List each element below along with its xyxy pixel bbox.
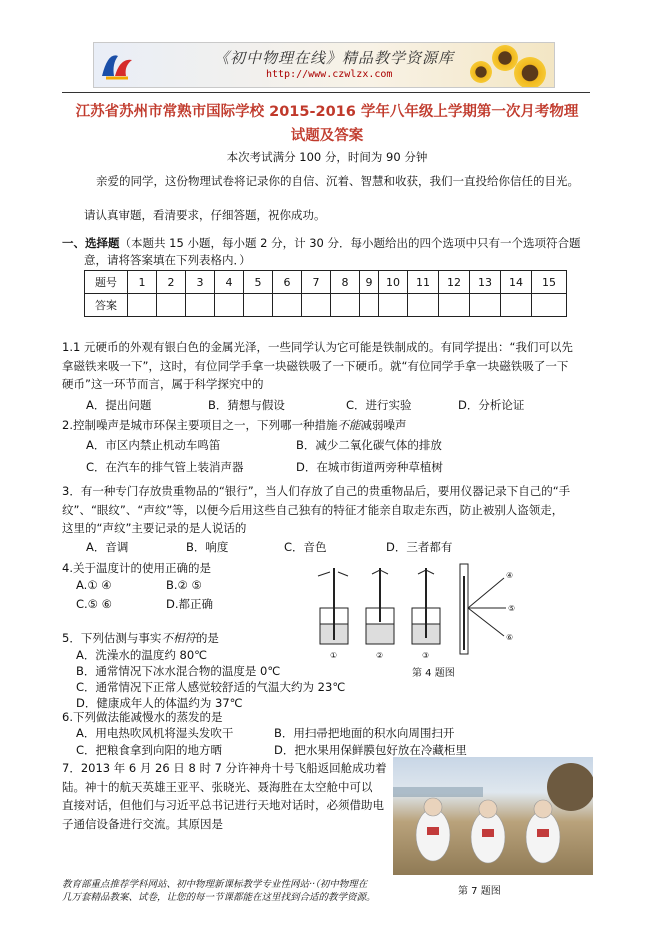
- figure-label: ①: [330, 651, 338, 660]
- option-b[interactable]: B.② ⑤: [166, 578, 202, 592]
- table-cell: 3: [186, 271, 215, 294]
- instruction-text: 请认真审题，看清要求，仔细答题，祝你成功。: [84, 208, 326, 222]
- table-cell: 14: [501, 271, 532, 294]
- question-5: 5．下列估测与事实不相符的是: [62, 631, 219, 645]
- question-4: 4.关于温度计的使用正确的是: [62, 561, 211, 575]
- option-a[interactable]: A．音调: [86, 540, 129, 554]
- sunflower-icon: [514, 57, 546, 88]
- answer-cell[interactable]: [273, 294, 302, 317]
- answer-cell[interactable]: [360, 294, 379, 317]
- answer-cell[interactable]: [302, 294, 331, 317]
- table-cell: 1: [128, 271, 157, 294]
- answer-cell[interactable]: [439, 294, 470, 317]
- table-cell: 2: [157, 271, 186, 294]
- greeting-text: 亲爱的同学，这份物理试卷将记录你的自信、沉着、智慧和收获，我们一直投给你信任的目光。: [96, 174, 579, 188]
- table-cell: 8: [331, 271, 360, 294]
- table-cell: 6: [273, 271, 302, 294]
- figure-label: ⑤: [508, 604, 516, 613]
- figure-label: ②: [376, 651, 384, 660]
- table-cell: 12: [439, 271, 470, 294]
- answer-cell[interactable]: [215, 294, 244, 317]
- figure-label: ③: [422, 651, 430, 660]
- table-cell: 5: [244, 271, 273, 294]
- answer-cell[interactable]: [331, 294, 360, 317]
- table-row-label: 答案: [85, 294, 128, 317]
- option-a[interactable]: A．市区内禁止机动车鸣笛: [86, 438, 221, 452]
- figure-7-caption: 第 7 题图: [458, 886, 501, 897]
- exam-info: 本次考试满分 100 分，时间为 90 分钟: [226, 150, 428, 164]
- option-c[interactable]: C．把粮食拿到向阳的地方晒: [76, 743, 223, 757]
- option-d[interactable]: D．在城市街道两旁种草植树: [296, 460, 443, 474]
- answer-cell[interactable]: [501, 294, 532, 317]
- question-1: 1.1 元硬币的外观有银白色的金属光泽，一些同学认为它可能是铁制成的。有同学提出：“我们可以先 拿磁铁来吸一下”，这时，有位同学手拿一块磁铁吸了一下硬币。就“有位同学手拿一块磁铁吸了一下 硬币”这一环节而言，属于科学探究中的: [62, 340, 573, 391]
- option-a[interactable]: A．洗澡水的温度约 80℃: [76, 648, 208, 662]
- page-footer: 教育部重点推荐学科网站、初中物理新课标教学专业性网站··（初中物理在 几万套精品教案、试卷，让您的每一节课都能在这里找到合适的教学资源。: [62, 879, 376, 903]
- answer-cell[interactable]: [186, 294, 215, 317]
- table-cell: 11: [408, 271, 439, 294]
- figure-label: ④: [506, 571, 514, 580]
- question-6: 6.下列做法能减慢水的蒸发的是: [62, 710, 223, 724]
- banner-url[interactable]: http://www.czwlzx.com: [266, 69, 393, 80]
- thermometer-figure: [300, 556, 518, 664]
- figure-4-caption: 第 4 题图: [412, 668, 455, 679]
- answer-cell[interactable]: [379, 294, 408, 317]
- option-a[interactable]: A．用电热吹风机将湿头发吹干: [76, 726, 234, 740]
- site-logo-icon: [98, 46, 136, 84]
- answer-cell[interactable]: [470, 294, 501, 317]
- page-title: 江苏省苏州市常熟市国际学校 2015-2016 学年八年级上学期第一次月考物理 试题及答案: [75, 104, 579, 144]
- section-heading: 一、选择题（本题共 15 小题，每小题 2 分，计 30 分．每小题给出的四个选项中只有一个选项符合题: [62, 236, 581, 250]
- astronaut-photo: [393, 757, 593, 875]
- banner-title: 《初中物理在线》精品教学资源库: [214, 49, 455, 67]
- table-cell: 10: [379, 271, 408, 294]
- option-b[interactable]: B．响度: [186, 540, 229, 554]
- option-b[interactable]: B．通常情况下冰水混合物的温度是 0℃: [76, 664, 281, 678]
- option-b[interactable]: B．减少二氧化碳气体的排放: [296, 438, 442, 452]
- option-c[interactable]: C.⑤ ⑥: [76, 597, 112, 611]
- table-cell: 15: [532, 271, 567, 294]
- sunflower-icon: [470, 61, 492, 83]
- header-divider: [62, 92, 590, 93]
- question-3: 3．有一种专门存放贵重物品的“银行”，当人们存放了自己的贵重物品后，要用仪器记录下自己的“手 纹”、“眼纹”、“声纹”等，以便今后用这些自己独有的特征才能亲自取走东西，防止被别人盗领走， 这里的“声纹”主要记录的是人说话的: [62, 484, 571, 535]
- answer-cell[interactable]: [157, 294, 186, 317]
- option-b[interactable]: B．猜想与假设: [208, 398, 285, 412]
- answer-cell[interactable]: [244, 294, 273, 317]
- option-b[interactable]: B．用扫帚把地面的积水向周围扫开: [274, 726, 455, 740]
- option-d[interactable]: D．分析论证: [458, 398, 525, 412]
- section-desc: 意，请将答案填在下列表格内．）: [84, 253, 251, 267]
- option-a[interactable]: A．提出问题: [86, 398, 152, 412]
- question-7: 7．2013 年 6 月 26 日 8 时 7 分许神舟十号飞船返回舱成功着 陆。神十的航天英雄王亚平、张晓光、聂海胜在太空舱中可以 直接对话，但他们与习近平总书记进行天地对话时，必须借助电 子通信设备进行交流。其原因是: [62, 761, 387, 831]
- figure-label: ⑥: [506, 633, 514, 642]
- answer-cell[interactable]: [532, 294, 567, 317]
- option-c[interactable]: C．通常情况下正常人感觉较舒适的气温大约为 23℃: [76, 680, 346, 694]
- option-d[interactable]: D．三者都有: [386, 540, 453, 554]
- option-a[interactable]: A.① ④: [76, 578, 112, 592]
- question-2: 2.控制噪声是城市环保主要项目之一，下列哪一种措施不能减弱噪声: [62, 418, 407, 432]
- option-d[interactable]: D．健康成年人的体温约为 37℃: [76, 696, 243, 710]
- option-d[interactable]: D.都正确: [166, 597, 214, 611]
- table-cell: 4: [215, 271, 244, 294]
- table-cell: 7: [302, 271, 331, 294]
- answer-cell[interactable]: [408, 294, 439, 317]
- table-cell: 9: [360, 271, 379, 294]
- answer-cell[interactable]: [128, 294, 157, 317]
- option-c[interactable]: C．音色: [284, 540, 327, 554]
- table-row-label: 题号: [85, 271, 128, 294]
- option-c[interactable]: C．进行实验: [346, 398, 412, 412]
- option-d[interactable]: D．把水果用保鲜膜包好放在冷藏柜里: [274, 743, 467, 757]
- table-cell: 13: [470, 271, 501, 294]
- option-c[interactable]: C．在汽车的排气管上装消声器: [86, 460, 244, 474]
- answer-table: [84, 270, 567, 317]
- header-banner: [93, 42, 555, 88]
